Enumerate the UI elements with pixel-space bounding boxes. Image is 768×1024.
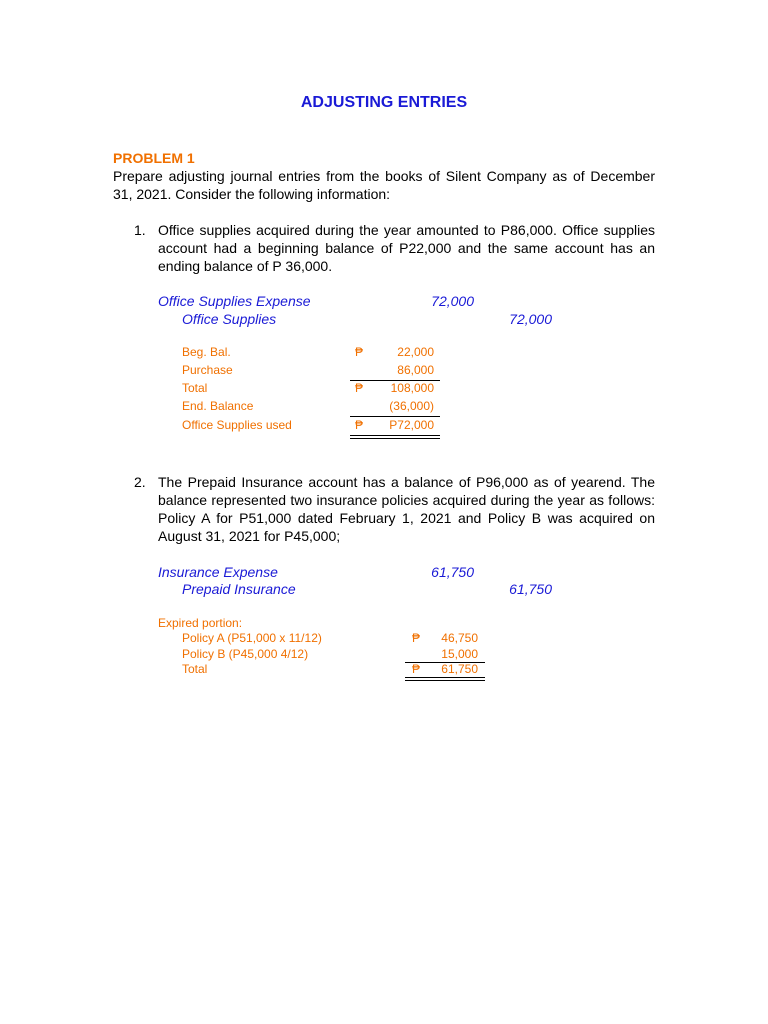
- peso-sign: ₱: [412, 631, 421, 645]
- problem-intro: Prepare adjusting journal entries from the books of Silent Company as of December 31, 2021. Consider the following information:: [113, 168, 655, 202]
- schedule-1-row-amount: P72,000: [389, 418, 434, 432]
- schedule-1-row-amount: 22,000: [397, 345, 434, 359]
- item-2-credit-amount: 61,750: [509, 581, 552, 597]
- problem-heading: PROBLEM 1: [113, 150, 195, 166]
- schedule-1-row-label: Beg. Bal.: [182, 345, 231, 359]
- schedule-2-title: Expired portion:: [158, 616, 243, 630]
- schedule-1-row-amount: 108,000: [390, 381, 434, 395]
- peso-sign: ₱: [355, 345, 364, 359]
- schedule-2-row-label: Policy B (P45,000 4/12): [182, 647, 309, 661]
- schedule-2-row-amount: 61,750: [441, 662, 478, 676]
- item-1-debit-account: Office Supplies Expense: [158, 293, 311, 309]
- item-2-text: The Prepaid Insurance account has a balance of P96,000 as of yearend. The balance represented two insurance policies acquired during the year as follows: Policy A for P51,000 dated February 1, 2021 and Policy B was acquired on August 31, 2021 for P45,000;: [158, 474, 655, 544]
- total-double-line: [405, 680, 485, 681]
- total-double-line: [405, 677, 485, 678]
- schedule-2-row-label: Policy A (P51,000 x 11/12): [182, 631, 322, 645]
- schedule-1-row-amount: (36,000): [389, 399, 434, 413]
- item-2-debit-account: Insurance Expense: [158, 564, 278, 580]
- item-1-text: Office supplies acquired during the year amounted to P86,000. Office supplies account had a beginning balance of P22,000 and the same account has an ending balance of P 36,000.: [158, 222, 655, 274]
- peso-sign: ₱: [412, 662, 421, 676]
- schedule-1-row-label: Office Supplies used: [182, 418, 292, 432]
- item-2-credit-account: Prepaid Insurance: [182, 581, 296, 597]
- schedule-1-row-amount: 86,000: [397, 363, 434, 377]
- schedule-2-row-amount: 15,000: [441, 647, 478, 661]
- schedule-1-row-label: End. Balance: [182, 399, 254, 413]
- page-title: ADJUSTING ENTRIES: [300, 94, 468, 111]
- schedule-1-row-label: Purchase: [182, 363, 233, 377]
- total-double-line: [350, 438, 440, 439]
- schedule-1-row-label: Total: [182, 381, 208, 395]
- peso-sign: ₱: [355, 418, 364, 432]
- item-1-debit-amount: 72,000: [431, 293, 474, 309]
- peso-sign: ₱: [355, 381, 364, 395]
- item-1-credit-account: Office Supplies: [182, 311, 277, 327]
- item-1-number: 1.: [134, 222, 146, 238]
- item-1-credit-amount: 72,000: [509, 311, 552, 327]
- total-double-line: [350, 435, 440, 436]
- item-2-number: 2.: [134, 474, 146, 490]
- item-2-debit-amount: 61,750: [431, 564, 474, 580]
- schedule-2-row-label: Total: [182, 662, 208, 676]
- schedule-2-row-amount: 46,750: [441, 631, 478, 645]
